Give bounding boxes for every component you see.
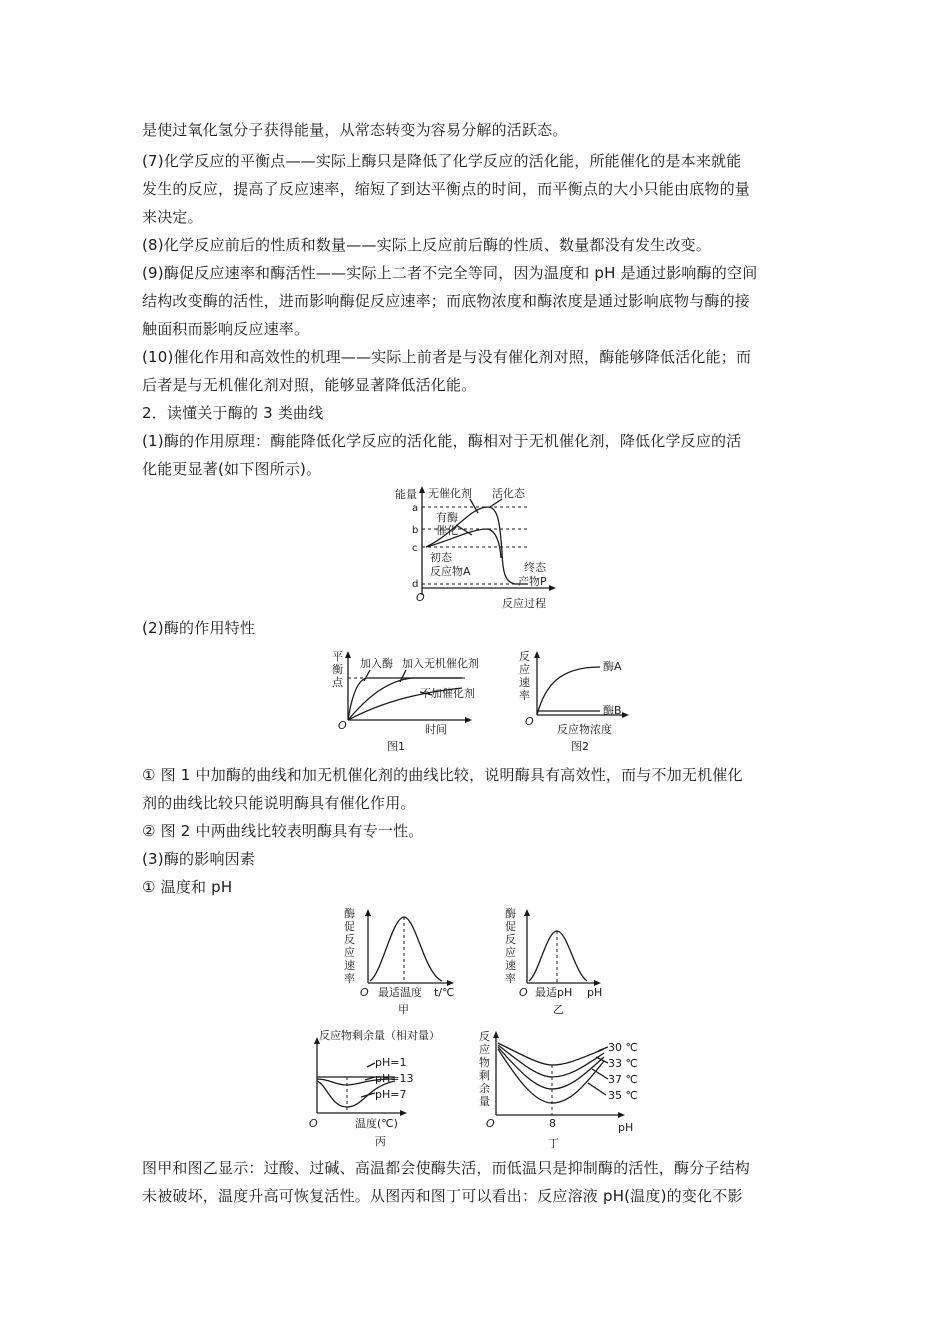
label-initial-1: 初态 — [430, 551, 452, 564]
figure-yi — [487, 903, 637, 1023]
paragraph-line: 后者是与无机催化剂对照，能够显著降低活化能。 — [142, 376, 477, 394]
label-inorganic: 加入无机催化剂 — [402, 657, 479, 670]
origin-label: O — [519, 986, 528, 999]
y-label-2: 应 — [479, 1043, 490, 1056]
pointer-enzyme — [364, 670, 370, 681]
y-arrow — [534, 651, 540, 658]
x-arrow — [465, 717, 472, 723]
label-ph7: pH=7 — [375, 1088, 407, 1101]
y-label-5: 速 — [505, 959, 516, 972]
y-arrow — [345, 651, 351, 658]
paragraph-line: 来决定。 — [142, 208, 203, 226]
caption: 图2 — [571, 740, 589, 753]
paragraph-line: (1)酶的作用原理：酶能降低化学反应的活化能，酶相对于无机催化剂，降低化学反应的活 — [142, 432, 742, 450]
tick-b: b — [412, 525, 419, 536]
origin-label: O — [360, 986, 369, 999]
y-arrow — [493, 1031, 499, 1038]
paragraph-line: (10)催化作用和高效性的机理——实际上前者是与没有催化剂对照，酶能够降低活化能；而 — [142, 348, 752, 366]
curve-30c — [498, 1043, 604, 1065]
label-none: 不加催化剂 — [420, 687, 475, 700]
y-label-6: 率 — [505, 972, 516, 985]
rate-curve — [529, 931, 587, 981]
y-label-4: 应 — [505, 946, 516, 959]
figure-ding — [476, 1025, 656, 1155]
y-label-2: 衡 — [332, 663, 343, 676]
paragraph-line: (3)酶的影响因素 — [142, 850, 256, 868]
x-label: t/℃ — [434, 986, 455, 999]
paragraph-line: ① 温度和 pH — [142, 878, 233, 896]
figure-1 — [320, 645, 490, 755]
x-arrow — [618, 1112, 625, 1118]
y-label-3: 反 — [344, 933, 355, 946]
pointer-ph1 — [367, 1063, 375, 1067]
figure-jia — [320, 903, 470, 1023]
x-label: 反应过程 — [502, 597, 546, 610]
caption: 甲 — [398, 1003, 409, 1016]
y-label-1: 酶 — [344, 907, 355, 920]
x-label: pH — [618, 1121, 634, 1134]
rate-curve — [370, 917, 442, 981]
paragraph-line: 剂的曲线比较只能说明酶具有催化作用。 — [142, 794, 416, 812]
paragraph-line: ② 图 2 中两曲线比较表明酶具有专一性。 — [142, 822, 424, 840]
optimum-label: 最适pH — [535, 986, 573, 999]
x-label: 时间 — [425, 723, 447, 736]
pointer-no-cat — [470, 499, 478, 513]
paragraph-line: (9)酶促反应速率和酶活性——实际上二者不完全等同，因为温度和 pH 是通过影响酶的空间 — [142, 264, 758, 282]
label-no-catalyst: 无催化剂 — [428, 487, 472, 500]
caption: 乙 — [553, 1003, 564, 1016]
y-label-1: 平 — [332, 650, 343, 663]
tick-c: c — [412, 543, 418, 554]
origin-label: O — [309, 1117, 318, 1130]
paragraph-line: (2)酶的作用特性 — [142, 619, 256, 637]
y-label-3: 速 — [519, 676, 530, 689]
y-label: 能量 — [395, 488, 417, 501]
label-initial-2: 反应物A — [430, 565, 471, 578]
y-label-2: 应 — [519, 663, 530, 676]
caption: 图1 — [387, 740, 405, 753]
x-label: 反应物浓度 — [557, 723, 612, 736]
paragraph-line: 图甲和图乙显示：过酸、过碱、高温都会使酶失活，而低温只是抑制酶的活性，酶分子结构 — [142, 1159, 751, 1177]
x-arrow — [400, 1110, 407, 1116]
energy-diagram — [360, 483, 600, 613]
label-enzyme-2: 催化 — [436, 524, 458, 537]
y-label-3: 反 — [505, 933, 516, 946]
y-label-3: 点 — [332, 676, 343, 689]
paragraph-line: (7)化学反应的平衡点——实际上酶只是降低了化学反应的活化能，所能催化的是本来就能 — [142, 152, 742, 170]
y-label-2: 促 — [344, 920, 355, 933]
paragraph-line: 触面积而影响反应速率。 — [142, 320, 310, 338]
optimum-label: 最适温度 — [378, 986, 422, 999]
pointer-ph7 — [361, 1093, 375, 1097]
label-final-1: 终态 — [524, 561, 546, 574]
x-label: 温度(℃) — [355, 1117, 398, 1130]
x-label: pH — [587, 986, 603, 999]
figure-bing — [305, 1025, 475, 1155]
pointer-active — [490, 499, 502, 507]
tick-a: a — [412, 503, 419, 514]
label-33c: 33 ℃ — [608, 1057, 638, 1070]
y-arrow — [365, 909, 371, 916]
origin-label: O — [486, 1117, 495, 1130]
curve-37c — [498, 1047, 604, 1089]
origin-label: O — [416, 591, 425, 604]
pointer-35c — [588, 1083, 606, 1095]
y-label-6: 率 — [344, 972, 355, 985]
paragraph-line: 发生的反应，提高了反应速率，缩短了到达平衡点的时间，而平衡点的大小只能由底物的量 — [142, 180, 751, 198]
y-label-5: 速 — [344, 959, 355, 972]
origin-label: O — [338, 719, 347, 732]
y-label-4: 率 — [519, 689, 530, 702]
label-ph1: pH=1 — [375, 1056, 407, 1069]
tick-d: d — [412, 579, 419, 590]
label-enzyme-b: 酶B — [603, 704, 622, 717]
label-30c: 30 ℃ — [608, 1041, 638, 1054]
label-enzyme: 加入酶 — [360, 657, 393, 670]
label-final-2: 产物P — [518, 575, 547, 588]
y-label-5: 余 — [479, 1082, 490, 1095]
y-label-3: 物 — [479, 1056, 490, 1069]
y-label-1: 反 — [479, 1030, 490, 1043]
paragraph-line: 未被破坏，温度升高可恢复活性。从图丙和图丁可以看出：反应溶液 pH(温度)的变化不影 — [142, 1187, 743, 1205]
paragraph-line: ① 图 1 中加酶的曲线和加无机催化剂的曲线比较，说明酶具有高效性，而与不加无机催化 — [142, 766, 743, 784]
y-label-1: 反 — [519, 650, 530, 663]
figure-2 — [505, 645, 645, 755]
pointer-37c — [592, 1069, 608, 1079]
pointer-30c — [598, 1047, 608, 1051]
label-active-state: 活化态 — [492, 487, 525, 500]
section-heading: 2．读懂关于酶的 3 类曲线 — [142, 404, 324, 422]
y-arrow — [524, 909, 530, 916]
y-label-4: 应 — [344, 946, 355, 959]
origin-label: O — [525, 715, 534, 728]
paragraph-line: 化能更显著(如下图所示)。 — [142, 460, 322, 478]
label-enzyme-a: 酶A — [603, 660, 622, 673]
y-label: 反应物剩余量（相对量） — [319, 1029, 440, 1042]
y-label-4: 剩 — [479, 1069, 490, 1082]
y-arrow — [419, 486, 425, 493]
x-arrow — [622, 712, 629, 718]
y-label-2: 促 — [505, 920, 516, 933]
label-ph13: pH=13 — [375, 1072, 414, 1085]
paragraph-line: 是使过氧化氢分子获得能量，从常态转变为容易分解的活跃态。 — [142, 121, 568, 139]
enzyme-a-curve — [537, 667, 600, 715]
y-label-6: 量 — [479, 1095, 490, 1108]
label-35c: 35 ℃ — [608, 1089, 638, 1102]
y-label-1: 酶 — [505, 907, 516, 920]
label-enzyme-1: 有酶 — [436, 511, 458, 524]
paragraph-line: 结构改变酶的活性，进而影响酶促反应速率；而底物浓度和酶浓度是通过影响底物与酶的接 — [142, 292, 751, 310]
tick-8: 8 — [549, 1117, 556, 1130]
caption: 丙 — [375, 1135, 386, 1148]
paragraph-line: (8)化学反应前后的性质和数量——实际上反应前后酶的性质、数量都没有发生改变。 — [142, 236, 712, 254]
x-arrow — [549, 585, 556, 591]
label-37c: 37 ℃ — [608, 1073, 638, 1086]
caption: 丁 — [548, 1137, 559, 1150]
